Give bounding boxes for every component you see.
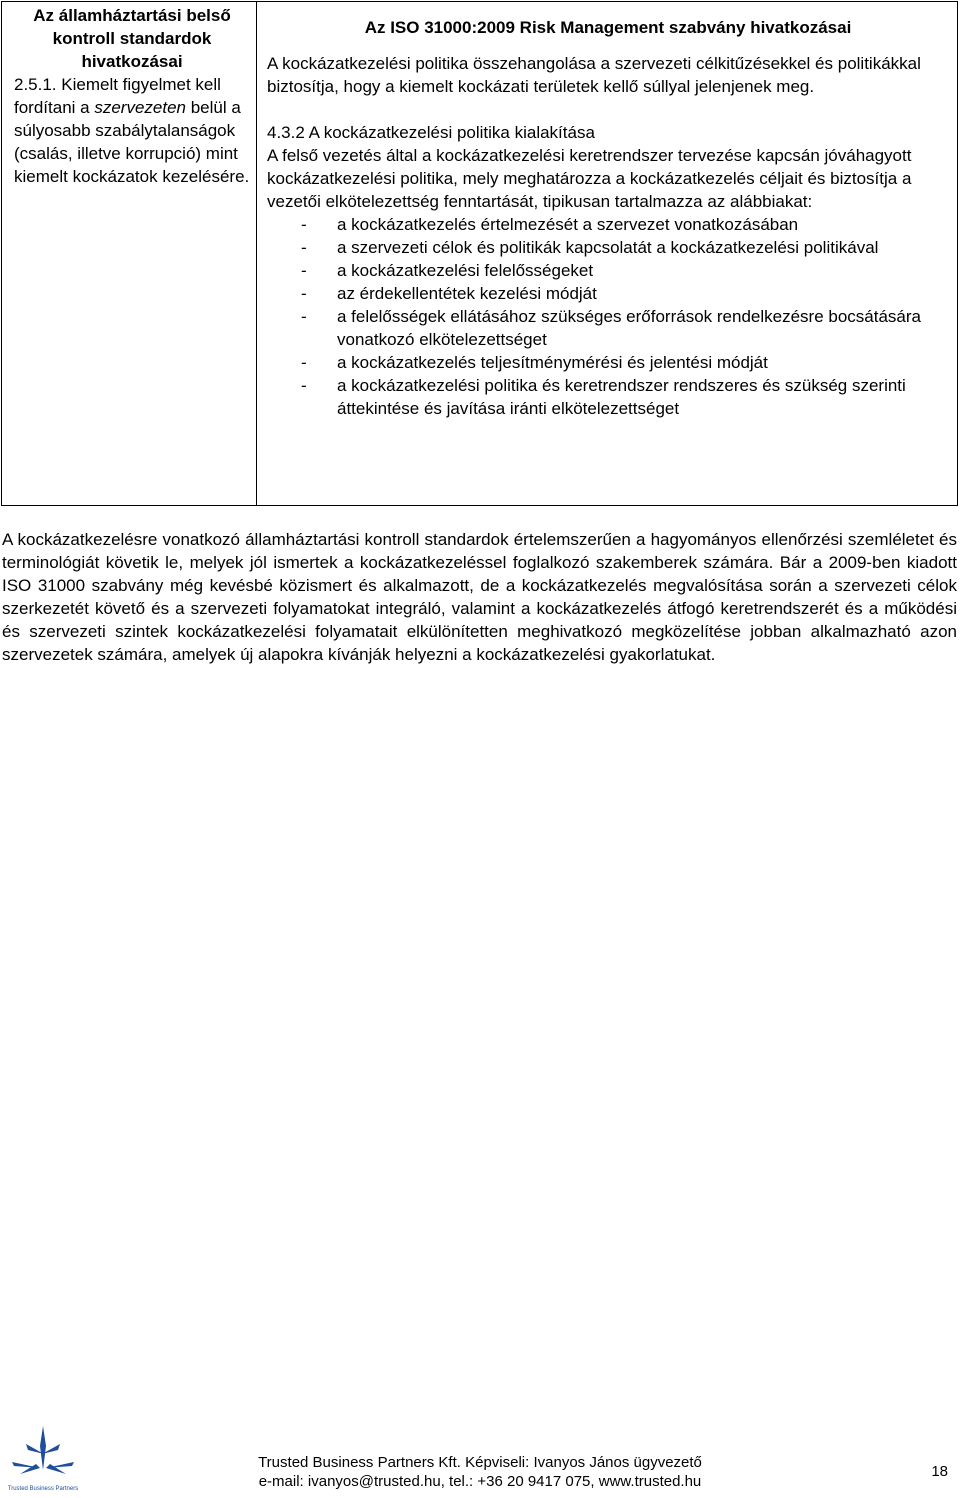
left-text-part1: 2.5.1. Kiemelt figyelmet kell fordítani a <box>14 75 221 117</box>
left-text-part2: belül a súlyosabb szabálytalanságok (csalás, illetve korrupció) mint kiemelt kockázatok kezelésére. <box>14 98 250 186</box>
list-item: - a szervezeti célok és politikák kapcsolatát a kockázatkezelési politikával <box>267 236 949 259</box>
list-item: - a kockázatkezelési politika és keretrendszer rendszeres és szükség szerinti áttekintése és javítása iránti elkötelezettséget <box>267 374 949 420</box>
footer-contact-line: e-mail: ivanyos@trusted.hu, tel.: +36 20 9417 075, www.trusted.hu <box>258 1473 702 1490</box>
list-item: - a kockázatkezelés teljesítménymérési és jelentési módját <box>267 351 949 374</box>
right-column-header: Az ISO 31000:2009 Risk Management szabvány hivatkozásai <box>364 18 852 37</box>
list-item: - a kockázatkezelés értelmezését a szervezet vonatkozásában <box>267 213 949 236</box>
logo-text: Trusted Business Partners <box>7 1486 79 1492</box>
list-item: - az érdekellentétek kezelési módját <box>267 282 949 305</box>
page-number: 18 <box>931 1463 948 1480</box>
left-column-header: Az államháztartási belső kontroll standardok hivatkozásai <box>33 6 231 71</box>
section-title: 4.3.2 A kockázatkezelési politika kialakítása <box>267 123 595 142</box>
left-column-text <box>14 73 250 188</box>
body-paragraph: A kockázatkezelésre vonatkozó államháztartási kontroll standardok értelemszerűen a hagyományos ellenőrzési szemléletet és terminológiát követik le, melyek jól ismertek a kockázatkezeléssel foglalkozó szakemberek számára. Bár a 2009-ben kiadott ISO 31000 szabvány még kevésbé közismert és alkalmazott, de a kockázatkezelés megvalósítása során a szervezeti célok szerkezetét követő és a szervezeti folyamatokat integráló, valamint a kockázatkezelés átfogó keretrendszerét és a működési és szervezeti szintek kockázatkezelési folyamatait elkülönítetten meghivatkozó megközelítése jobban alkalmazható azon szervezetek számára, amelyek új alapokra kívánják helyezni a kockázatkezelési gyakorlatukat. <box>2 530 957 664</box>
comparison-table <box>1 1 958 506</box>
right-paragraph-1: A kockázatkezelési politika összehangolása a szervezeti célkitűzésekkel és politikákkal biztosítja, hogy a kiemelt kockázati területek kellő súllyal jelenjenek meg. <box>267 54 921 96</box>
policy-items-list <box>267 213 949 420</box>
left-column <box>2 2 257 505</box>
right-column <box>257 2 957 505</box>
list-item: - a kockázatkezelési felelősségeket <box>267 259 949 282</box>
left-text-italic: szervezeten <box>94 98 186 117</box>
list-item: - a felelősségek ellátásához szükséges erőforrások rendelkezésre bocsátására vonatkozó elkötelezettséget <box>267 305 949 351</box>
right-paragraph-2: A felső vezetés által a kockázatkezelési keretrendszer tervezése kapcsán jóváhagyott kockázatkezelési politika, mely meghatározza a kockázatkezelés céljait és biztosítja a vezetői elkötelezettség fenntartását, tipikusan tartalmazza az alábbiakat: <box>267 146 912 211</box>
footer-company-line: Trusted Business Partners Kft. Képviseli: Ivanyos János ügyvezető <box>258 1454 702 1471</box>
